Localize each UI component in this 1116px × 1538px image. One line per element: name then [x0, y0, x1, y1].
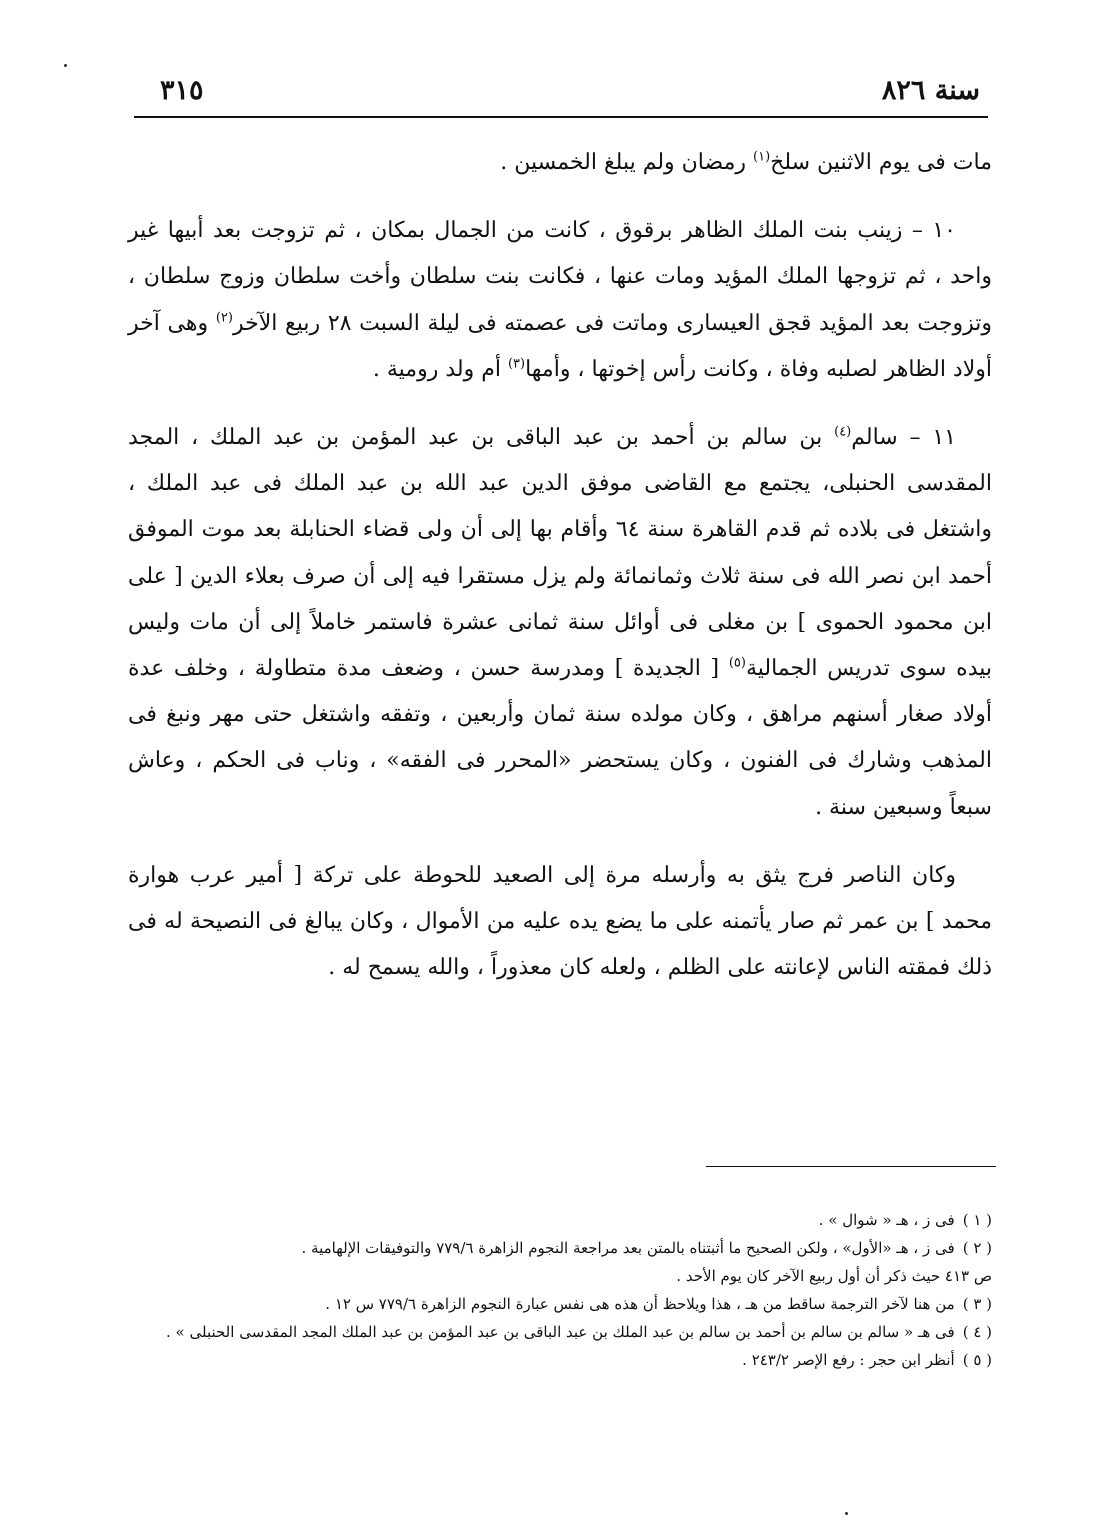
footnote-number: ( ٣ ) — [962, 1295, 992, 1313]
paragraph-text: ١١ – سالم — [851, 425, 956, 451]
footnote-text: فى هـ « سالم بن سالم بن أحمد بن سالم بن عبد الملك بن عبد الباقى بن عبد المؤمن بن عبد الملك المجد المقدسى الحنبلى » . — [166, 1323, 955, 1341]
footnote-number: ( ٤ ) — [962, 1323, 992, 1341]
footnote-separator — [706, 1166, 996, 1167]
running-head-year: سنة ٨٢٦ — [881, 75, 980, 106]
footnote-text: أنظر ابن حجر : رفع الإصر ٢٤٣/٢ . — [742, 1351, 955, 1369]
paragraph-text: وكان الناصر فرج يثق به وأرسله مرة إلى الصعيد للحوطة على تركة [ أمير عرب هوارة محمد ] بن عمر ثم صار يأتمنه على ما يضع يده عليه من الأموال ، وكان يبالغ فى النصيحة له فى ذلك فمقته الناس لإعانته على الظلم ، ولعله كان معذوراً ، والله يسمح له . — [128, 862, 992, 981]
page-number: ٣١٥ — [160, 75, 204, 106]
main-text — [128, 140, 992, 1013]
footnotes — [126, 1206, 992, 1374]
page-header — [160, 62, 980, 106]
scan-speck — [64, 64, 67, 67]
body-paragraph — [128, 140, 992, 186]
header-rule — [134, 116, 988, 118]
paragraph-text: بن سالم بن أحمد بن عبد الباقى بن عبد المؤمن بن عبد الملك ، المجد المقدسى الحنبلى، يجتمع مع القاضى موفق الدين عبد الله بن عبد الملك فى عبد الملك ، واشتغل فى بلاده ثم قدم القاهرة سنة ٦٤ وأقام بها إلى أن ولى قضاء الحنابلة بعد موت الموفق أحمد ابن نصر الله فى سنة ثلاث وثمانمائة ولم يزل مستقرا فيه إلى أن صرف بعلاء الدين [ على ابن محمود الحموى ] بن مغلى فى أوائل سنة ثمانى عشرة فاستمر خاملاً إلى أن مات وليس بيده سوى تدريس الجمالية — [128, 425, 993, 682]
scan-speck — [845, 1512, 848, 1515]
footnote-marker: (٣) — [507, 356, 526, 372]
paragraph-text: وهى آخر أولاد الظاهر لصلبه وفاة ، وكانت رأس إخوتها ، وأمها — [128, 310, 992, 382]
footnote-line — [126, 1318, 992, 1346]
footnote-number: ( ١ ) — [962, 1211, 992, 1229]
footnote-text: فى ز ، هـ « شوال » . — [818, 1211, 955, 1229]
footnote-number: ( ٥ ) — [962, 1351, 992, 1369]
footnote-text: فى ز ، هـ «الأول» ، ولكن الصحيح ما أثبتناه بالمتن بعد مراجعة النجوم الزاهرة ٧٧٩/٦ والتوفيقات الإلهامية . — [301, 1239, 955, 1257]
paragraph-text: أم ولد رومية . — [372, 356, 508, 382]
footnote-marker: (٢) — [215, 310, 233, 326]
footnote-marker: (٥) — [728, 655, 746, 671]
footnote-text: من هنا لآخر الترجمة ساقط من هـ ، هذا ويلاحظ أن هذه هى نفس عبارة النجوم الزاهرة ٧٧٩/٦ س ١٢ . — [325, 1295, 955, 1313]
footnote-marker: (٤) — [834, 424, 852, 440]
footnote-line — [126, 1346, 992, 1374]
footnote-text: ص ٤١٣ حيث ذكر أن أول ربيع الآخر كان يوم الأحد . — [676, 1267, 992, 1285]
footnote-line — [126, 1234, 992, 1262]
footnote-line — [126, 1290, 992, 1318]
body-paragraph — [128, 415, 992, 831]
body-paragraph — [128, 208, 992, 393]
footnote-marker: (١) — [753, 149, 771, 165]
paragraph-text: رمضان ولم يبلغ الخمسين . — [500, 150, 753, 175]
body-paragraph — [128, 853, 992, 992]
footnote-line — [126, 1262, 992, 1290]
paragraph-text: [ الجديدة ] ومدرسة حسن ، وضعف مدة متطاولة ، وخلف عدة أولاد صغار أسنهم مراهق ، وكان مولده سنة ثمان وأربعين ، وتفقه واشتغل حتى مهر ونبغ فى المذهب وشارك فى الفنون ، وكان يستحضر «المحرر فى الفقه» ، وناب فى الحكم ، وعاش سبعاً وسبعين سنة . — [128, 656, 992, 820]
footnote-number: ( ٢ ) — [962, 1239, 992, 1257]
paragraph-text: ١٠ – زينب بنت الملك الظاهر برقوق ، كانت من الجمال بمكان ، ثم تزوجت بعد أبيها غير واحد ، ثم تزوجها الملك المؤيد ومات عنها ، فكانت بنت سلطان وأخت سلطان وزوج سلطان ، وتزوجت بعد المؤيد قجق العيسارى وماتت فى عصمته فى ليلة السبت ٢٨ ربيع الآخر — [128, 218, 992, 336]
footnote-line — [126, 1206, 992, 1234]
paragraph-text: مات فى يوم الاثنين سلخ — [770, 150, 992, 175]
